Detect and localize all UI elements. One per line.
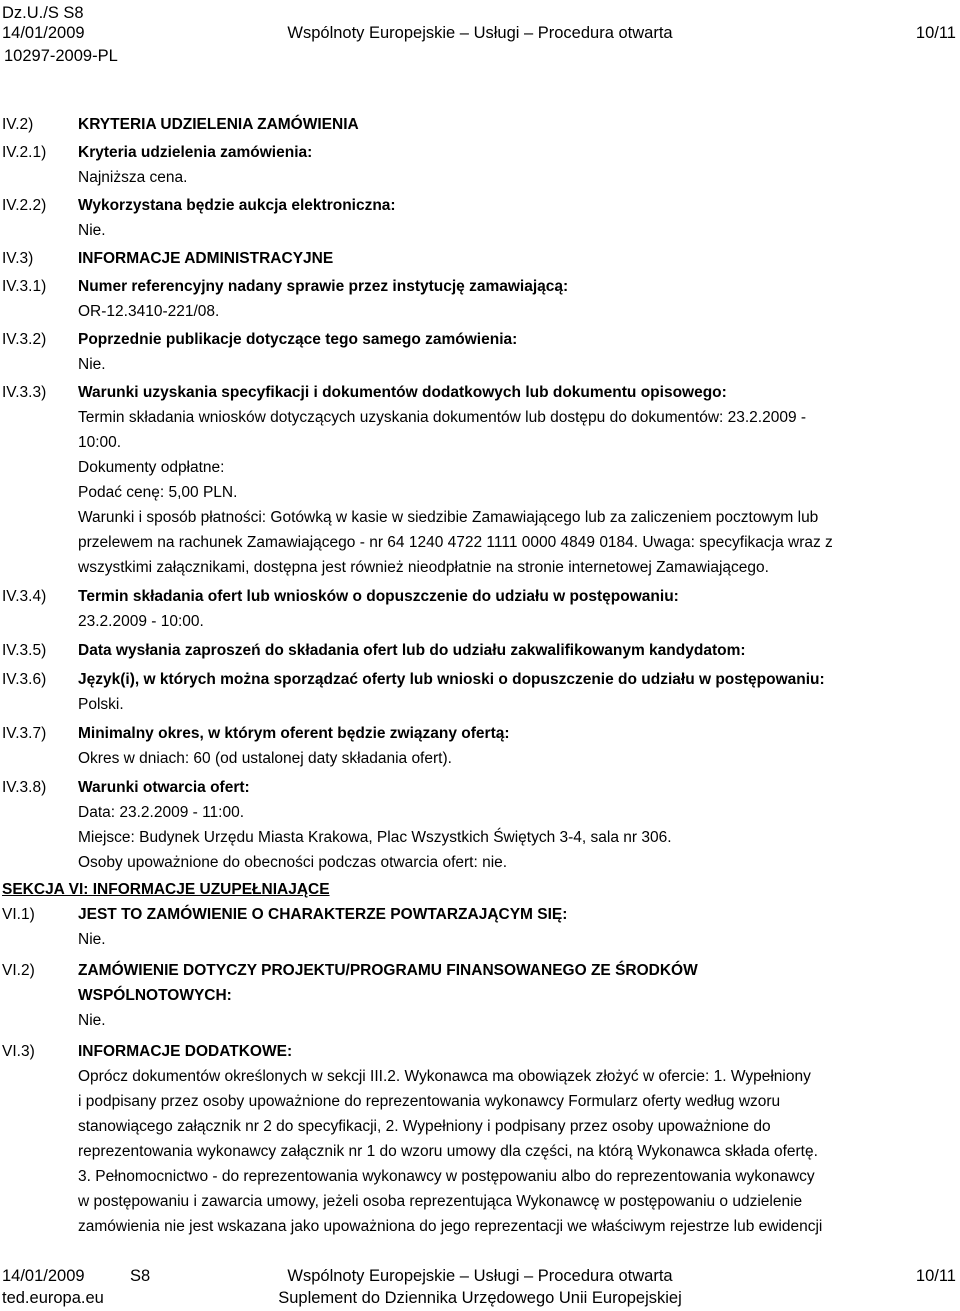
section-body (78, 667, 960, 717)
section-body (78, 638, 960, 663)
section-row (0, 193, 960, 243)
section-text: Nie. (78, 222, 106, 239)
section-heading: Poprzednie publikacje dotyczące tego samego zamówienia: (78, 331, 518, 348)
section-text: Data: 23.2.2009 - 11:00. (78, 804, 245, 821)
section-body (78, 1039, 960, 1239)
section-row (0, 775, 960, 875)
section-body (78, 584, 960, 634)
section-text: Oprócz dokumentów określonych w sekcji III.2. Wykonawca ma obowiązek złożyć w ofercie: 1. Wypełniony (78, 1068, 811, 1085)
section-heading: Kryteria udzielenia zamówienia: (78, 144, 313, 161)
footer-site: ted.europa.eu (2, 1289, 104, 1307)
section-number: IV.3.3) (2, 384, 47, 401)
section-body (78, 140, 960, 190)
header-page-number: 10/11 (915, 24, 956, 42)
section-text: stanowiącego załącznik nr 2 do specyfikacji, 2. Wypełniony i podpisany przez osoby upoważnione do (78, 1118, 771, 1135)
section-text: Polski. (78, 696, 124, 713)
section-number: IV.3.1) (2, 278, 47, 295)
section-row (0, 902, 960, 952)
header-date: 14/01/2009 (2, 24, 85, 42)
section-heading: Warunki otwarcia ofert: (78, 779, 250, 796)
section-vi (0, 902, 960, 1239)
section-text: Okres w dniach: 60 (od ustalonej daty składania ofert). (78, 750, 452, 767)
section-heading: INFORMACJE DODATKOWE: (78, 1043, 293, 1060)
section-body (78, 246, 960, 271)
section-text: Najniższa cena. (78, 169, 188, 186)
section-text: Nie. (78, 356, 106, 373)
section-row (0, 112, 960, 137)
section-heading: ZAMÓWIENIE DOTYCZY PROJEKTU/PROGRAMU FINANSOWANEGO ZE ŚRODKÓW (78, 962, 698, 979)
section-number: VI.1) (2, 906, 35, 923)
section-body (78, 274, 960, 324)
section-text: zamówienia nie jest wskazana jako upoważniona do jego reprezentacji we właściwym rejestrze lub ewidencji (78, 1218, 823, 1235)
section-number: IV.3.4) (2, 588, 47, 605)
section-number: IV.2.1) (2, 144, 47, 161)
section-text: 23.2.2009 - 10:00. (78, 613, 204, 630)
section-number: IV.3.5) (2, 642, 47, 659)
section-row (0, 638, 960, 663)
section-text: Osoby upoważnione do obecności podczas otwarcia ofert: nie. (78, 854, 508, 871)
section-body (78, 112, 960, 137)
section-iv (0, 112, 960, 875)
footer-series: S8 (130, 1267, 151, 1285)
footer-supplement: Suplement do Dziennika Urzędowego Unii Europejskiej (278, 1289, 682, 1307)
section-text: OR-12.3410-221/08. (78, 303, 220, 320)
section-body (78, 380, 960, 580)
section-heading: Język(i), w których można sporządzać oferty lub wnioski o dopuszczenie do udziału w postępowaniu: (78, 671, 825, 688)
section-number: IV.2) (2, 116, 34, 133)
section-body (78, 958, 960, 1033)
section-number: VI.3) (2, 1043, 35, 1060)
section-text: Nie. (78, 931, 106, 948)
journal-ref: Dz.U./S S8 (2, 4, 84, 22)
section-text: 3. Pełnomocnictwo - do reprezentowania wykonawcy w postępowaniu albo do reprezentowania wykonawcy (78, 1168, 815, 1185)
footer-title: Wspólnoty Europejskie – Usługi – Procedura otwarta (287, 1267, 673, 1285)
page-header (0, 0, 960, 70)
section-text: Termin składania wniosków dotyczących uzyskania dokumentów lub dostępu do dokumentów: 23.2.2009 - (78, 409, 807, 426)
section-text: reprezentowania wykonawcy załącznik nr 1 do wzoru umowy dla części, na którą Wykonawca składa ofertę. (78, 1143, 818, 1160)
section-text: przelewem na rachunek Zamawiającego - nr 64 1240 4722 1111 0000 4849 0184. Uwaga: specyfikacja wraz z (78, 534, 833, 551)
section-text: w postępowaniu i zawarcia umowy, jeżeli osoba reprezentująca Wykonawcę w postępowaniu o udzielenie (78, 1193, 803, 1210)
section-row (0, 721, 960, 771)
section-row (0, 380, 960, 580)
section-text: wszystkimi załącznikami, dostępna jest również nieodpłatnie na stronie internetowej Zamawiającego. (78, 559, 769, 576)
section-text: Nie. (78, 1012, 106, 1029)
section-body (78, 327, 960, 377)
section-number: IV.3) (2, 250, 34, 267)
page-footer (0, 1264, 960, 1311)
section-heading: Warunki uzyskania specyfikacji i dokumentów dodatkowych lub dokumentu opisowego: (78, 384, 727, 401)
section-row (0, 584, 960, 634)
section-body (78, 193, 960, 243)
section-heading: INFORMACJE ADMINISTRACYJNE (78, 250, 334, 267)
section-row (0, 1039, 960, 1239)
section-heading: WSPÓLNOTOWYCH: (78, 987, 232, 1004)
section-number: VI.2) (2, 962, 35, 979)
section-text: 10:00. (78, 434, 122, 451)
section-heading: KRYTERIA UDZIELENIA ZAMÓWIENIA (78, 116, 359, 133)
notice-id: 10297-2009-PL (4, 47, 118, 65)
section-number: IV.3.7) (2, 725, 47, 742)
section-body (78, 721, 960, 771)
section-number: IV.3.8) (2, 779, 47, 796)
section-heading: Wykorzystana będzie aukcja elektroniczna: (78, 197, 396, 214)
section-vi-title: SEKCJA VI: INFORMACJE UZUPEŁNIAJĄCE (2, 881, 330, 898)
section-text: i podpisany przez osoby upoważnione do reprezentowania wykonawcy Formularz oferty według wzoru (78, 1093, 781, 1110)
section-heading: Data wysłania zaproszeń do składania ofert lub do udziału zakwalifikowanym kandydatom: (78, 642, 746, 659)
section-text: Dokumenty odpłatne: (78, 459, 225, 476)
section-text: Warunki i sposób płatności: Gotówką w kasie w siedzibie Zamawiającego lub za zaliczeniem pocztowym lub (78, 509, 819, 526)
section-row (0, 327, 960, 377)
section-row (0, 246, 960, 271)
section-heading: JEST TO ZAMÓWIENIE O CHARAKTERZE POWTARZAJĄCYM SIĘ: (78, 906, 568, 923)
document-content (0, 112, 960, 1239)
section-text: Miejsce: Budynek Urzędu Miasta Krakowa, Plac Wszystkich Świętych 3-4, sala nr 306. (78, 829, 672, 846)
section-body (78, 775, 960, 875)
section-row (0, 140, 960, 190)
section-heading: Minimalny okres, w którym oferent będzie związany ofertą: (78, 725, 510, 742)
section-number: IV.3.2) (2, 331, 47, 348)
footer-page-number: 10/11 (915, 1267, 956, 1285)
section-body (78, 902, 960, 952)
section-heading: Numer referencyjny nadany sprawie przez instytucję zamawiającą: (78, 278, 569, 295)
section-number: IV.2.2) (2, 197, 47, 214)
header-title: Wspólnoty Europejskie – Usługi – Procedura otwarta (287, 24, 673, 42)
section-number: IV.3.6) (2, 671, 47, 688)
section-row (0, 274, 960, 324)
section-text: Podać cenę: 5,00 PLN. (78, 484, 238, 501)
section-row (0, 667, 960, 717)
section-heading: Termin składania ofert lub wniosków o dopuszczenie do udziału w postępowaniu: (78, 588, 679, 605)
footer-date: 14/01/2009 (2, 1267, 85, 1285)
section-row (0, 958, 960, 1033)
